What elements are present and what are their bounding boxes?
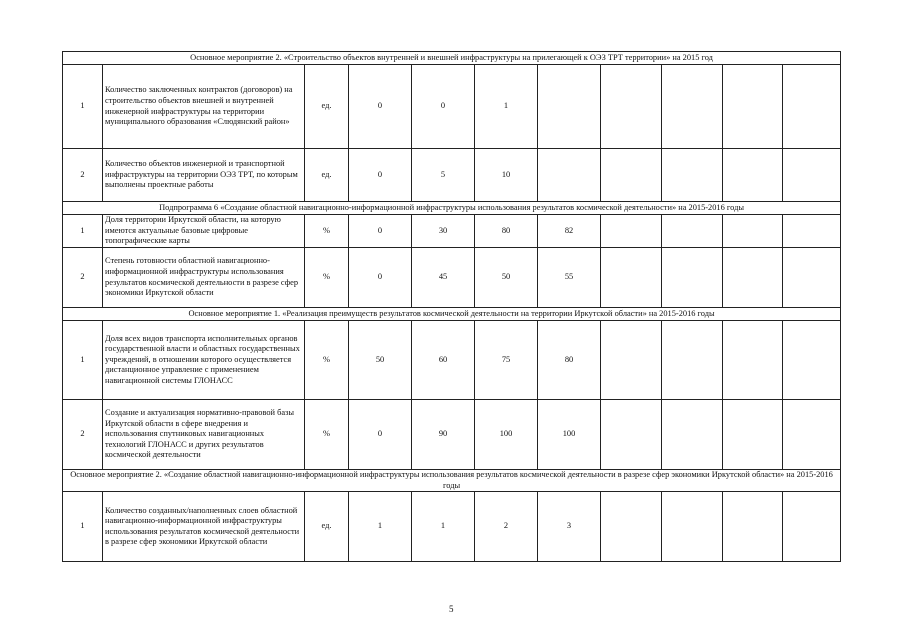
row-number: 2 <box>63 400 103 470</box>
table-row <box>63 321 841 400</box>
row-number: 1 <box>63 65 103 149</box>
value-cell <box>783 149 841 202</box>
section-header-row <box>63 470 841 492</box>
row-number: 1 <box>63 492 103 562</box>
value-cell: 100 <box>538 400 601 470</box>
value-cell: 50 <box>475 248 538 308</box>
value-cell: 0 <box>349 215 412 248</box>
value-cell: 2 <box>475 492 538 562</box>
unit-cell: % <box>305 321 349 400</box>
table-row <box>63 149 841 202</box>
table-row <box>63 65 841 149</box>
value-cell <box>723 65 783 149</box>
unit-cell: ед. <box>305 65 349 149</box>
value-cell <box>783 215 841 248</box>
value-cell <box>783 65 841 149</box>
value-cell <box>662 65 723 149</box>
section-header-row <box>63 308 841 321</box>
page-number: 5 <box>449 604 454 614</box>
unit-cell: ед. <box>305 149 349 202</box>
value-cell: 10 <box>475 149 538 202</box>
value-cell <box>723 149 783 202</box>
value-cell: 0 <box>349 65 412 149</box>
value-cell: 90 <box>412 400 475 470</box>
value-cell <box>601 321 662 400</box>
value-cell: 1 <box>412 492 475 562</box>
value-cell <box>723 321 783 400</box>
value-cell: 100 <box>475 400 538 470</box>
value-cell <box>783 492 841 562</box>
value-cell <box>662 248 723 308</box>
value-cell: 82 <box>538 215 601 248</box>
row-number: 2 <box>63 149 103 202</box>
unit-cell: % <box>305 215 349 248</box>
indicator-description: Количество заключенных контрактов (договоров) на строительство объектов внешней и внутренней инженерной инфраструктуры на территории муниципального образования «Слюдянский район» <box>103 65 305 149</box>
value-cell: 0 <box>349 248 412 308</box>
indicator-description: Степень готовности областной навигационно-информационной инфраструктуры использования результатов космической деятельности в разрезе сфер экономики Иркутской области <box>103 248 305 308</box>
row-number: 1 <box>63 321 103 400</box>
indicators-table <box>62 51 841 562</box>
table-row <box>63 215 841 248</box>
section-header-row <box>63 52 841 65</box>
value-cell: 0 <box>349 400 412 470</box>
table-row <box>63 248 841 308</box>
value-cell: 30 <box>412 215 475 248</box>
value-cell <box>538 65 601 149</box>
value-cell <box>662 321 723 400</box>
unit-cell: ед. <box>305 492 349 562</box>
indicator-description: Количество созданных/наполненных слоев областной навигационно-информационной инфраструктуры использования результатов космической деятельности в разрезе сфер экономики Иркутской области <box>103 492 305 562</box>
value-cell <box>601 215 662 248</box>
value-cell: 55 <box>538 248 601 308</box>
value-cell <box>783 248 841 308</box>
value-cell <box>662 492 723 562</box>
row-number: 2 <box>63 248 103 308</box>
table-row <box>63 492 841 562</box>
value-cell <box>601 149 662 202</box>
value-cell: 1 <box>349 492 412 562</box>
value-cell <box>723 492 783 562</box>
value-cell <box>723 400 783 470</box>
section-title: Подпрограмма 6 «Создание областной навигационно-информационной инфраструктуры использования результатов космической деятельности» на 2015-2016 годы <box>63 202 841 215</box>
value-cell: 80 <box>475 215 538 248</box>
value-cell: 1 <box>475 65 538 149</box>
value-cell: 50 <box>349 321 412 400</box>
value-cell: 45 <box>412 248 475 308</box>
table-row <box>63 400 841 470</box>
value-cell: 5 <box>412 149 475 202</box>
value-cell <box>723 215 783 248</box>
indicator-description: Количество объектов инженерной и транспортной инфраструктуры на территории ОЭЗ ТРТ, по которым выполнены проектные работы <box>103 149 305 202</box>
indicator-description: Создание и актуализация нормативно-правовой базы Иркутской области в сфере внедрения и использования спутниковых навигационных технологий ГЛОНАСС и других результатов космической деятельности <box>103 400 305 470</box>
value-cell <box>783 321 841 400</box>
value-cell: 0 <box>349 149 412 202</box>
value-cell <box>783 400 841 470</box>
value-cell <box>662 149 723 202</box>
section-title: Основное мероприятие 2. «Создание областной навигационно-информационной инфраструктуры использования результатов космической деятельности в разрезе сфер экономики Иркутской области» на 2015-2016 годы <box>63 470 841 492</box>
value-cell: 3 <box>538 492 601 562</box>
value-cell: 80 <box>538 321 601 400</box>
unit-cell: % <box>305 248 349 308</box>
indicator-description: Доля территории Иркутской области, на которую имеются актуальные базовые цифровые топографические карты <box>103 215 305 248</box>
section-title: Основное мероприятие 2. «Строительство объектов внутренней и внешней инфраструктуры на прилегающей к ОЭЗ ТРТ территории» на 2015 год <box>63 52 841 65</box>
value-cell <box>723 248 783 308</box>
value-cell: 75 <box>475 321 538 400</box>
unit-cell: % <box>305 400 349 470</box>
value-cell: 60 <box>412 321 475 400</box>
value-cell <box>601 248 662 308</box>
section-title: Основное мероприятие 1. «Реализация преимуществ результатов космической деятельности на территории Иркутской области» на 2015-2016 годы <box>63 308 841 321</box>
value-cell <box>601 492 662 562</box>
row-number: 1 <box>63 215 103 248</box>
value-cell: 0 <box>412 65 475 149</box>
value-cell <box>538 149 601 202</box>
section-header-row <box>63 202 841 215</box>
value-cell <box>601 400 662 470</box>
indicator-description: Доля всех видов транспорта исполнительных органов государственной власти и областных государственных учреждений, в отношении которого осуществляется дистанционное управление с применением навигационной системы ГЛОНАСС <box>103 321 305 400</box>
value-cell <box>662 215 723 248</box>
value-cell <box>662 400 723 470</box>
value-cell <box>601 65 662 149</box>
